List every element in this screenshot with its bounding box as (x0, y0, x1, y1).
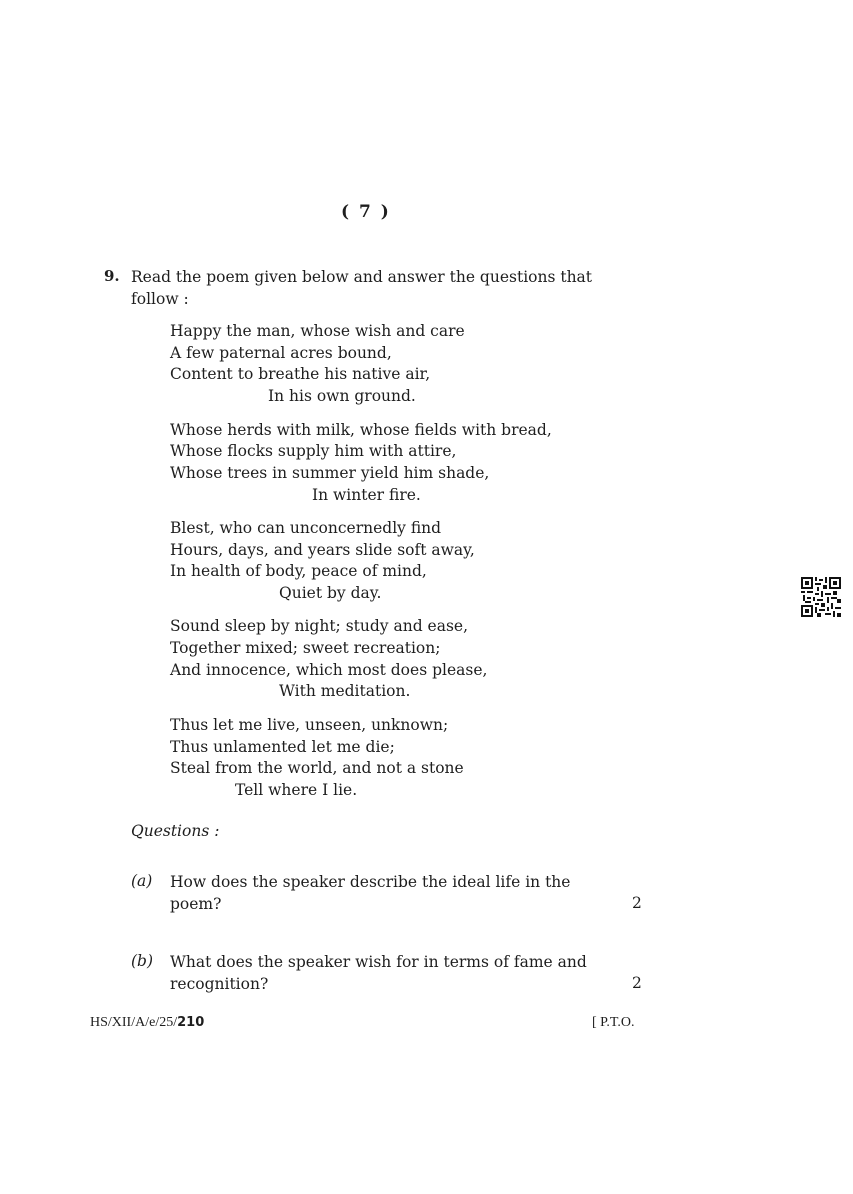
page-number: ( 7 ) (341, 202, 391, 222)
marks-value: 2 (632, 894, 642, 912)
poem-line-indented: Quiet by day. (279, 584, 382, 602)
poem-line: Steal from the world, and not a stone (170, 759, 464, 777)
poem-line: Sound sleep by night; study and ease, (170, 617, 469, 635)
poem-line: Thus unlamented let me die; (170, 738, 395, 756)
question-number: 9. (104, 267, 120, 285)
poem-line-indented: Tell where I lie. (235, 781, 358, 799)
poem-line: Thus let me live, unseen, unknown; (170, 716, 449, 734)
poem-line-indented: In winter fire. (312, 486, 421, 504)
poem-line: Hours, days, and years slide soft away, (170, 541, 475, 559)
poem-line: Whose herds with milk, whose fields with bread, (170, 421, 552, 439)
poem-line: And innocence, which most does please, (170, 661, 488, 679)
paper-code (90, 1015, 204, 1031)
poem-line: Whose flocks supply him with attire, (170, 442, 457, 460)
marks-value: 2 (632, 974, 642, 992)
questions-heading: Questions : (131, 822, 220, 840)
poem-line: In health of body, peace of mind, (170, 562, 427, 580)
poem-line: Content to breathe his native air, (170, 365, 431, 383)
sub-question-label: (b) (131, 952, 154, 970)
paper-code-number: 210 (177, 1015, 205, 1030)
poem-line: Happy the man, whose wish and care (170, 322, 465, 340)
qr-code-icon (801, 577, 841, 617)
sub-question-label: (a) (131, 872, 153, 890)
pto-label: [ P.T.O. (592, 1015, 635, 1030)
paper-code-prefix: HS/XII/A/e/25/ (90, 1015, 178, 1030)
poem-line: Together mixed; sweet recreation; (170, 639, 441, 657)
question-prompt: Read the poem given below and answer the questions that follow : (131, 268, 593, 308)
poem-line-indented: In his own ground. (268, 387, 416, 405)
poem-line: Whose trees in summer yield him shade, (170, 464, 490, 482)
sub-question-text: How does the speaker describe the ideal life in the poem? (170, 873, 571, 913)
poem-line: Blest, who can unconcernedly find (170, 519, 442, 537)
poem-line-indented: With meditation. (279, 682, 411, 700)
sub-question-text: What does the speaker wish for in terms of fame and recognition? (170, 953, 587, 993)
poem-line: A few paternal acres bound, (170, 344, 392, 362)
